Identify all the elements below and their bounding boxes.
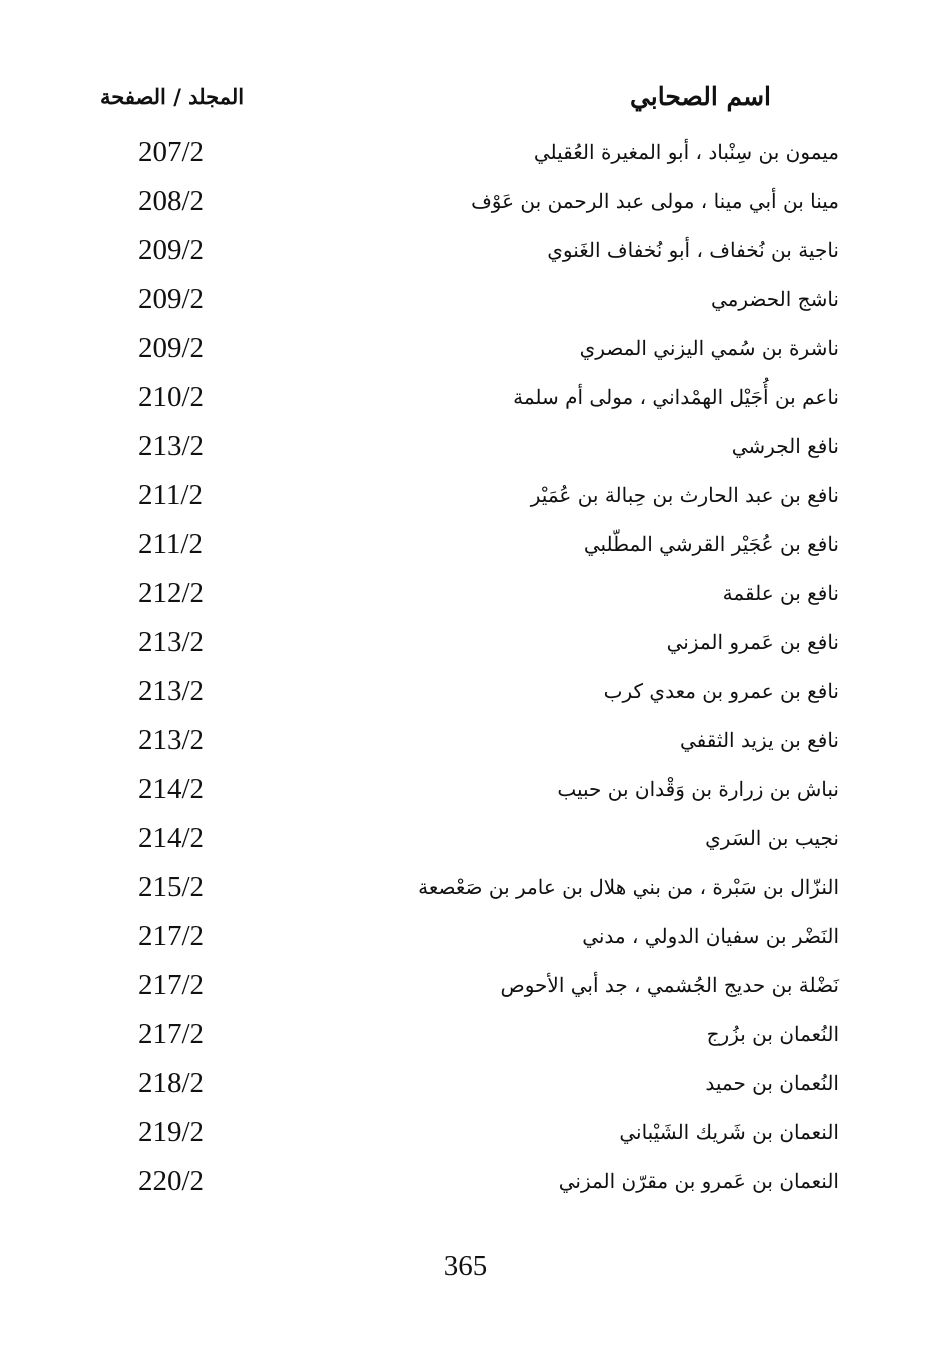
volume-page-ref: 211/2 — [138, 528, 203, 560]
list-item — [0, 330, 931, 379]
companion-name: نافع بن علقمة — [722, 581, 839, 605]
volume-page-ref: 214/2 — [138, 773, 205, 805]
companion-name: النزّال بن سَبْرة ، من بني هلال بن عامر بن صَعْصعة — [418, 875, 839, 899]
companion-name: نافع بن عُجَيْر القرشي المطّلبي — [583, 532, 839, 556]
volume-page-ref: 217/2 — [138, 920, 205, 952]
list-item — [0, 183, 931, 232]
list-item — [0, 624, 931, 673]
volume-page-ref: 214/2 — [138, 822, 205, 854]
volume-page-ref: 219/2 — [138, 1116, 205, 1148]
volume-page-ref: 215/2 — [138, 871, 205, 903]
volume-page-ref: 210/2 — [138, 381, 205, 413]
companion-name: ناجية بن نُخفاف ، أبو نُخفاف الغَنوي — [547, 238, 839, 262]
volume-page-ref: 220/2 — [138, 1165, 205, 1197]
companion-name: ميمون بن سِنْباد ، أبو المغيرة العُقيلي — [533, 140, 839, 164]
companion-name: النَضْر بن سفيان الدولي ، مدني — [582, 924, 839, 948]
list-item — [0, 673, 931, 722]
list-item — [0, 1016, 931, 1065]
list-item — [0, 428, 931, 477]
list-item — [0, 1114, 931, 1163]
companion-name-column-header: اسم الصحابي — [629, 82, 771, 111]
volume-page-ref: 212/2 — [138, 577, 205, 609]
companion-name: مينا بن أبي مينا ، مولى عبد الرحمن بن عَوْف — [471, 189, 839, 213]
volume-page-ref: 209/2 — [138, 332, 205, 364]
entries-list — [0, 134, 931, 1212]
page-number: 365 — [443, 1250, 488, 1282]
list-item — [0, 232, 931, 281]
list-item — [0, 477, 931, 526]
volume-page-ref: 209/2 — [138, 283, 205, 315]
companion-name: نباش بن زرارة بن وَقْدان بن حبيب — [557, 777, 839, 801]
companion-name: نافع بن يزيد الثقفي — [680, 728, 839, 752]
companion-name: النُعمان بن بزُرج — [706, 1022, 839, 1046]
list-item — [0, 575, 931, 624]
companion-name: ناعم بن أُجَيْل الهمْداني ، مولى أم سلمة — [513, 385, 839, 409]
volume-page-ref: 218/2 — [138, 1067, 205, 1099]
companion-name: نافع بن عبد الحارث بن حِبالة بن عُمَيْر — [530, 483, 839, 507]
companion-name: نجيب بن السَري — [705, 826, 839, 850]
volume-page-ref: 217/2 — [138, 1018, 205, 1050]
list-item — [0, 134, 931, 183]
companion-name: ناشرة بن سُمي اليزني المصري — [579, 336, 839, 360]
list-item — [0, 1163, 931, 1212]
volume-page-ref: 217/2 — [138, 969, 205, 1001]
volume-page-ref: 213/2 — [138, 430, 205, 462]
list-item — [0, 1065, 931, 1114]
list-item — [0, 967, 931, 1016]
companion-name: نافع الجرشي — [731, 434, 839, 458]
list-item — [0, 526, 931, 575]
list-item — [0, 820, 931, 869]
volume-page-ref: 211/2 — [138, 479, 203, 511]
companion-name: نافع بن عَمرو المزني — [666, 630, 839, 654]
companion-name: النعمان بن شَريك الشَيْباني — [619, 1120, 839, 1144]
list-item — [0, 281, 931, 330]
companion-name: نَضْلة بن حديج الجُشمي ، جد أبي الأحوص — [500, 973, 839, 997]
companion-name: نافع بن عمرو بن معدي كرب — [603, 679, 839, 703]
list-item — [0, 771, 931, 820]
companion-name: النعمان بن عَمرو بن مقرّن المزني — [558, 1169, 839, 1193]
list-item — [0, 869, 931, 918]
companion-name: النُعمان بن حميد — [705, 1071, 839, 1095]
volume-page-ref: 208/2 — [138, 185, 205, 217]
list-item — [0, 722, 931, 771]
volume-page-ref: 213/2 — [138, 626, 205, 658]
volume-page-ref: 213/2 — [138, 675, 205, 707]
volume-page-column-header: المجلد / الصفحة — [100, 84, 245, 109]
volume-page-ref: 209/2 — [138, 234, 205, 266]
table-header — [0, 82, 931, 126]
list-item — [0, 379, 931, 428]
companion-name: ناشج الحضرمي — [710, 287, 839, 311]
list-item — [0, 918, 931, 967]
volume-page-ref: 213/2 — [138, 724, 205, 756]
volume-page-ref: 207/2 — [138, 136, 205, 168]
